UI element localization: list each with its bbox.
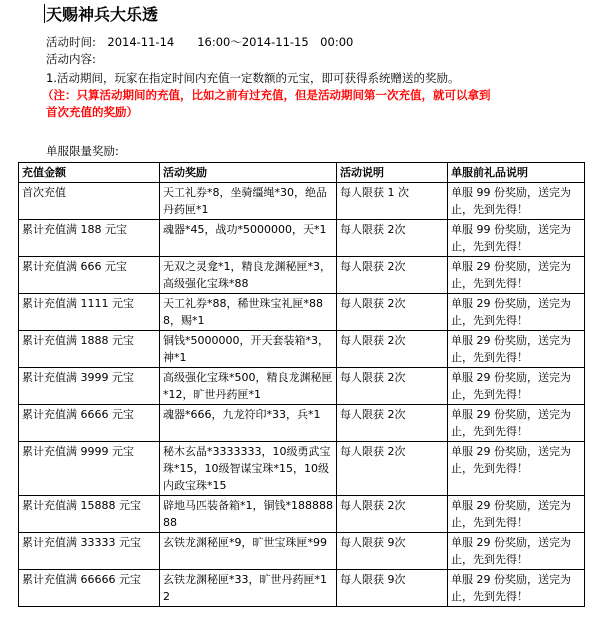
note-line-2: 首次充值的奖励） [46,105,138,119]
activity-time-label: 活动时间: [46,35,96,49]
table-row [19,220,585,257]
cell-server-note: 单服 29 份奖励，送完为止，先到先得！ [448,405,585,442]
cell-reward: 魂器*666，九龙符印*33，兵*1 [160,405,337,442]
header-reward: 活动奖励 [160,163,337,183]
cell-amount: 累计充值满 188 元宝 [19,220,160,257]
cell-reward: 玄铁龙渊秘匣*33，旷世丹药匣*12 [160,570,337,607]
cell-description: 每人限获 2次 [337,496,448,533]
cell-description: 每人限获 2次 [337,405,448,442]
table-header-row [19,163,585,183]
table-body [19,183,585,607]
cell-reward: 天工礼券*88，稀世珠宝礼匣*888，赐*1 [160,294,337,331]
cell-reward: 铜钱*5000000，开天套装箱*3，神*1 [160,331,337,368]
header-amount: 充值金额 [19,163,160,183]
content-label: 活动内容: [46,52,96,66]
table-row [19,405,585,442]
table-row [19,496,585,533]
cell-reward: 高级强化宝珠*500，精良龙渊秘匣*12，旷世丹药匣*1 [160,368,337,405]
document-title: 天赐神兵大乐透 [46,5,159,24]
cell-server-note: 单服 99 份奖励，送完为止，先到先得！ [448,220,585,257]
table-row [19,331,585,368]
note-line-1: （注：只算活动期间的充值，比如之前有过充值，但是活动期间第一次充值，就可以拿到 [42,88,491,102]
cell-amount: 累计充值满 6666 元宝 [19,405,160,442]
cell-description: 每人限获 2次 [337,331,448,368]
cell-amount: 累计充值满 9999 元宝 [19,442,160,496]
cell-amount: 累计充值满 33333 元宝 [19,533,160,570]
cell-amount: 首次充值 [19,183,160,220]
text-cursor [44,4,45,23]
cell-server-note: 单服 29 份奖励，送完为止，先到先得！ [448,496,585,533]
cell-reward: 无双之灵龛*1，精良龙渊秘匣*3，高级强化宝珠*88 [160,257,337,294]
cell-reward: 秘木玄晶*3333333，10级勇武宝珠*15，10级智谋宝珠*15，10级内政宝珠*15 [160,442,337,496]
cell-amount: 累计充值满 66666 元宝 [19,570,160,607]
cell-description: 每人限获 9次 [337,533,448,570]
table-row [19,257,585,294]
cell-server-note: 单服 99 份奖励，送完为止，先到先得！ [448,183,585,220]
cell-server-note: 单服 29 份奖励，送完为止，先到先得！ [448,294,585,331]
cell-amount: 累计充值满 1888 元宝 [19,331,160,368]
table-row [19,183,585,220]
content-line-1: 1.活动期间，玩家在指定时间内充值一定数额的元宝，即可获得系统赠送的奖励。 [46,71,460,85]
cell-description: 每人限获 2次 [337,368,448,405]
cell-server-note: 单服 29 份奖励，送完为止，先到先得！ [448,570,585,607]
header-description: 活动说明 [337,163,448,183]
cell-amount: 累计充值满 15888 元宝 [19,496,160,533]
table-row [19,533,585,570]
table-row [19,442,585,496]
cell-reward: 辟地马匹装备箱*1，铜钱*18888888 [160,496,337,533]
cell-server-note: 单服 29 份奖励，送完为止，先到先得！ [448,331,585,368]
cell-reward: 玄铁龙渊秘匣*9，旷世宝珠匣*99 [160,533,337,570]
cell-server-note: 单服 29 份奖励，送完为止，先到先得！ [448,442,585,496]
cell-reward: 天工礼券*8，坐骑缰绳*30，绝品丹药匣*1 [160,183,337,220]
cell-description: 每人限获 2次 [337,257,448,294]
cell-description: 每人限获 2次 [337,442,448,496]
cell-description: 每人限获 9次 [337,570,448,607]
cell-amount: 累计充值满 3999 元宝 [19,368,160,405]
activity-time-value: 2014-11-14 16:00～2014-11-15 00:00 [107,35,354,49]
cell-server-note: 单服 29 份奖励，送完为止，先到先得！ [448,533,585,570]
table-row [19,368,585,405]
cell-amount: 累计充值满 1111 元宝 [19,294,160,331]
cell-server-note: 单服 29 份奖励，送完为止，先到先得！ [448,368,585,405]
cell-description: 每人限获 1 次 [337,183,448,220]
cell-description: 每人限获 2次 [337,294,448,331]
cell-amount: 累计充值满 666 元宝 [19,257,160,294]
section-label: 单服限量奖励: [46,144,119,158]
cell-server-note: 单服 29 份奖励，送完为止，先到先得！ [448,257,585,294]
activity-time [46,34,353,50]
table-row [19,570,585,607]
cell-description: 每人限获 2次 [337,220,448,257]
rewards-table [18,162,585,607]
table-row [19,294,585,331]
cell-reward: 魂器*45，战功*5000000，天*1 [160,220,337,257]
header-server-note: 单服前礼品说明 [448,163,585,183]
